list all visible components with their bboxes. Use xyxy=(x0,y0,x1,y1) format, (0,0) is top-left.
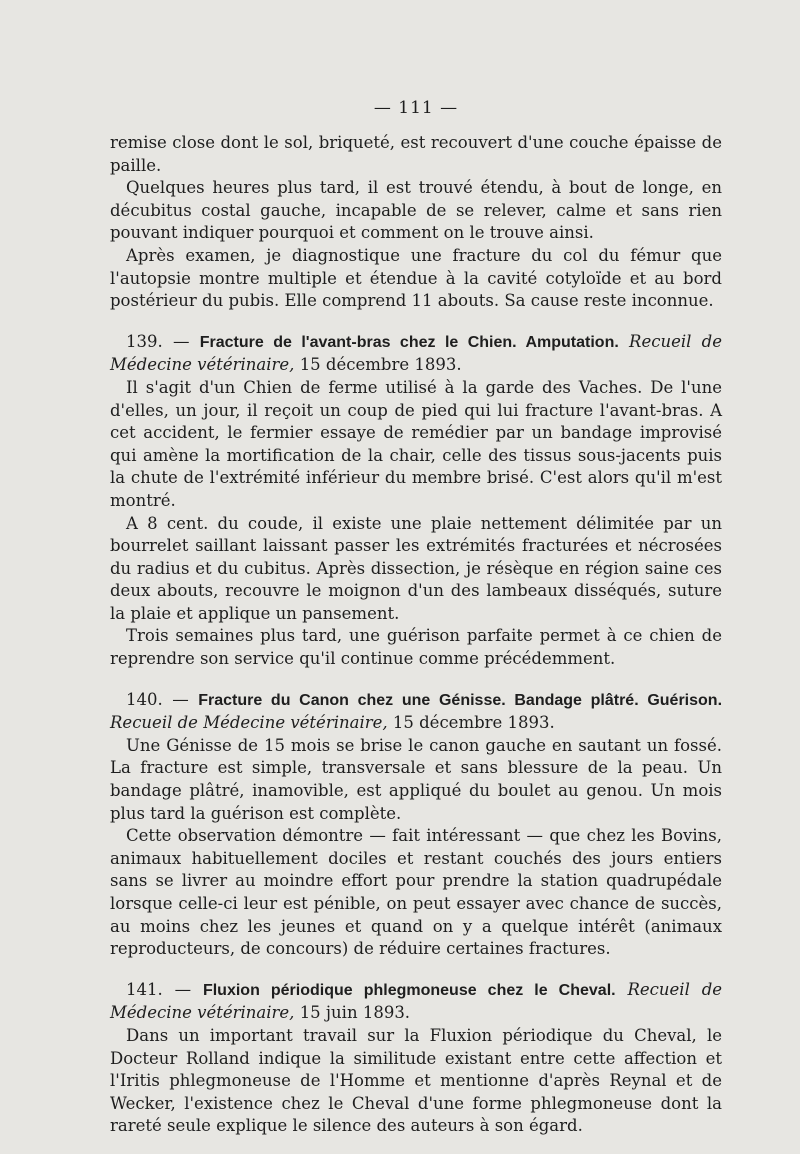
entry-heading xyxy=(110,979,722,1025)
entry-paragraph: Trois semaines plus tard, une guérison parfaite permet à ce chien de reprendre son service qu'il continue comme précédemment. xyxy=(110,626,722,669)
entry-paragraph: Il s'agit d'un Chien de ferme utilisé à la garde des Vaches. De l'une d'elles, un jour, il reçoit un coup de pied qui lui fracture l'avant-bras. A cet accident, le fermier essaye de remédier par un bandage improvisé qui amène la mortification de la chair, celle des tissus sous-jacents puis la chute de l'extrémité inférieur du membre brisé. C'est alors qu'il m'est montré. xyxy=(110,377,722,510)
entry-heading xyxy=(110,689,722,735)
intro-paragraph: Quelques heures plus tard, il est trouvé étendu, à bout de longe, en décubitus costal gauche, incapable de se relever, calme et sans rien pouvant indiquer pourquoi et comment on le trouve ainsi. xyxy=(110,178,722,243)
entry-number: 140. — xyxy=(126,689,189,709)
entry-date: 15 décembre 1893. xyxy=(392,713,555,733)
entry-paragraph: Une Génisse de 15 mois se brise le canon gauche en sautant un fossé. La fracture est simple, transversale et sans blessure de la peau. Un bandage plâtré, inamovible, est appliqué du boulet au genou. Un mois plus tard la guérison est complète. xyxy=(110,735,722,823)
entry-source: Recueil de Médecine vétérinaire, xyxy=(110,713,388,733)
entry-date: 15 juin 1893. xyxy=(299,1003,411,1023)
entry-141 xyxy=(110,979,722,1138)
intro-paragraph: Après examen, je diagnostique une fracture du col du fémur que l'autopsie montre multiple et étendue à la cavité cotyloïde et au bord postérieur du pubis. Elle comprend 11 abouts. Sa cause reste inconnue. xyxy=(110,245,722,311)
entry-title: Fluxion périodique phlegmoneuse chez le Cheval. xyxy=(202,981,616,999)
entry-title: Fracture de l'avant-bras chez le Chien. Amputation. xyxy=(199,333,619,351)
entry-number: 141. — xyxy=(126,979,192,999)
entry-number: 139. — xyxy=(126,331,190,351)
entry-source: Recueil de Médecine vétérinaire, xyxy=(110,331,722,375)
entry-heading xyxy=(110,331,722,377)
entry-paragraph: Cette observation démontre — fait intéressant — que chez les Bovins, animaux habituellement dociles et restant couchés des jours entiers sans se livrer au moindre effort pour prendre la station quadrupédale lorsque celle-ci leur est pénible, on peut essayer avec chance de succès, au moins chez les jeunes et quand on y a quelque intérêt (animaux reproducteurs, de concours) de réduire certaines fractures. xyxy=(110,826,722,959)
entry-source: Recueil de Médecine vétérinaire, xyxy=(110,979,723,1023)
entry-paragraph: A 8 cent. du coude, il existe une plaie nettement délimitée par un bourrelet saillant laissant passer les extrémités fracturées et nécrosées du radius et du cubitus. Après dissection, je résèque en région saine ces deux abouts, recouvre le moignon d'un des lambeaux disséqués, suture la plaie et applique un pansement. xyxy=(110,513,722,623)
entry-139 xyxy=(110,331,722,671)
entry-paragraph: Dans un important travail sur la Fluxion périodique du Cheval, le Docteur Rolland indique la similitude existant entre cette affection et l'Iritis phlegmoneuse de l'Homme et mentionne d'après Reynal et de Wecker, l'existence chez le Cheval d'une forme phlegmoneuse dont la rareté seule explique le silence des auteurs à son égard. xyxy=(110,1025,722,1136)
entry-140 xyxy=(110,689,722,961)
intro-paragraph: remise close dont le sol, briqueté, est recouvert d'une couche épaisse de paille. xyxy=(110,133,722,175)
entry-title: Fracture du Canon chez une Génisse. Bandage plâtré. Guérison. xyxy=(198,691,723,709)
page-number: — 111 — xyxy=(373,98,459,118)
entry-date: 15 décembre 1893. xyxy=(299,355,462,375)
intro-section xyxy=(110,132,722,313)
